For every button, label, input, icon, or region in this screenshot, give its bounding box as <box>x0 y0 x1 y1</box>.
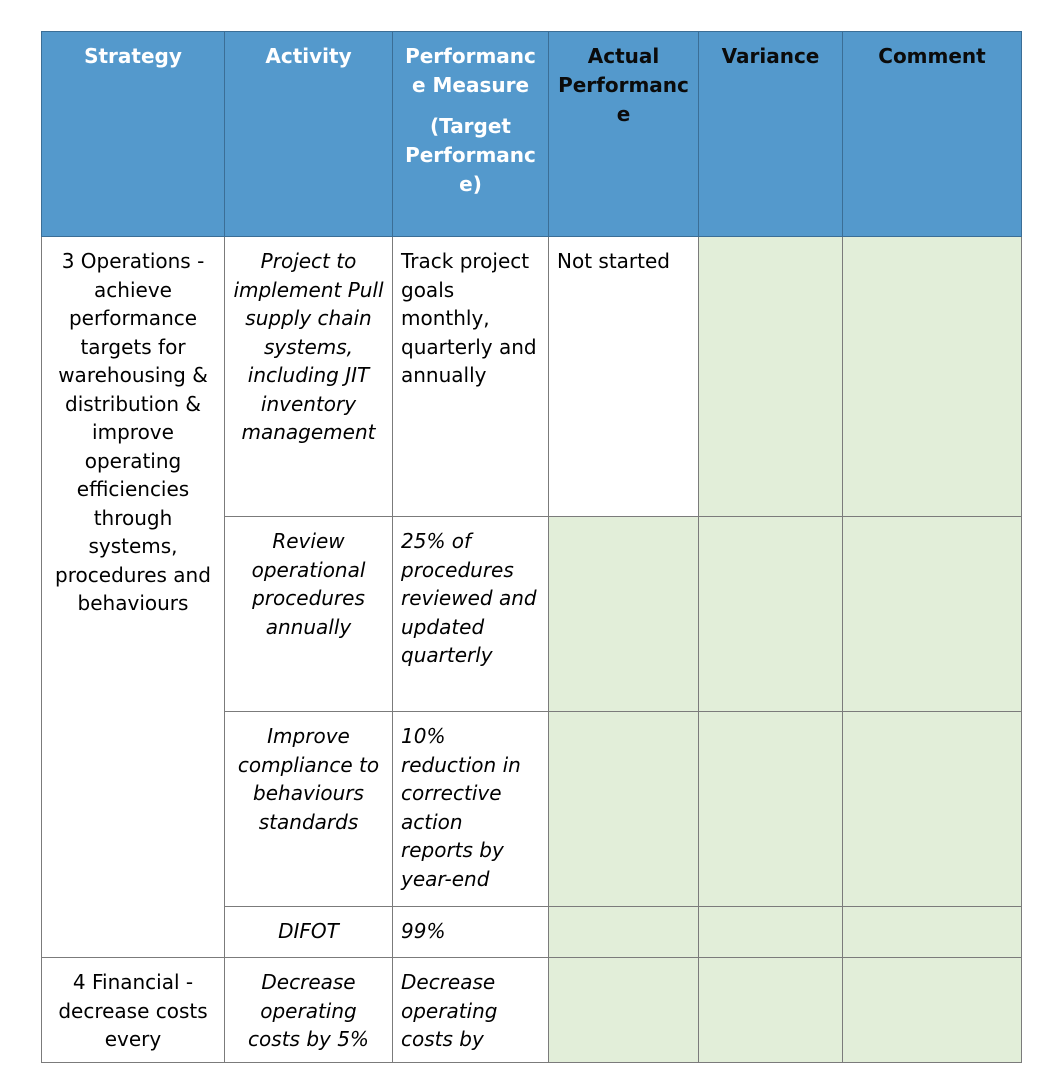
header-strategy: Strategy <box>42 32 225 237</box>
actual-performance-cell <box>549 517 699 712</box>
comment-cell <box>843 958 1022 1063</box>
header-comment: Comment <box>843 32 1022 237</box>
measure-cell: Track project goals monthly, quarterly and annually <box>393 237 549 517</box>
actual-performance-cell <box>549 907 699 958</box>
performance-table <box>41 31 1022 1063</box>
actual-performance-cell <box>549 958 699 1063</box>
variance-cell <box>699 907 843 958</box>
measure-cell: Decrease operating costs by <box>393 958 549 1063</box>
activity-cell: Decrease operating costs by 5% <box>225 958 393 1063</box>
table-row <box>42 237 1022 517</box>
header-activity: Activity <box>225 32 393 237</box>
strategy-cell: 4 Financial - decrease costs every <box>42 958 225 1063</box>
actual-performance-cell: Not started <box>549 237 699 517</box>
header-performance-measure <box>393 32 549 237</box>
table-row <box>42 958 1022 1063</box>
comment-cell <box>843 907 1022 958</box>
comment-cell <box>843 517 1022 712</box>
measure-cell: 10% reduction in corrective action reports by year-end <box>393 712 549 907</box>
comment-cell <box>843 237 1022 517</box>
actual-performance-cell <box>549 712 699 907</box>
header-variance: Variance <box>699 32 843 237</box>
activity-cell: Review operational procedures annually <box>225 517 393 712</box>
activity-cell: DIFOT <box>225 907 393 958</box>
activity-cell: Improve compliance to behaviours standards <box>225 712 393 907</box>
header-actual-performance: Actual Performance <box>549 32 699 237</box>
variance-cell <box>699 237 843 517</box>
variance-cell <box>699 958 843 1063</box>
strategy-cell: 3 Operations - achieve performance targets for warehousing & distribution & improve operating efficiencies through systems, procedures and behaviours <box>42 237 225 958</box>
comment-cell <box>843 712 1022 907</box>
header-row <box>42 32 1022 237</box>
measure-cell: 25% of procedures reviewed and updated quarterly <box>393 517 549 712</box>
header-target-performance-label: (Target Performance) <box>405 114 536 196</box>
variance-cell <box>699 517 843 712</box>
variance-cell <box>699 712 843 907</box>
activity-cell: Project to implement Pull supply chain systems, including JIT inventory management <box>225 237 393 517</box>
measure-cell: 99% <box>393 907 549 958</box>
header-performance-measure-label: Performance Measure <box>405 44 536 97</box>
